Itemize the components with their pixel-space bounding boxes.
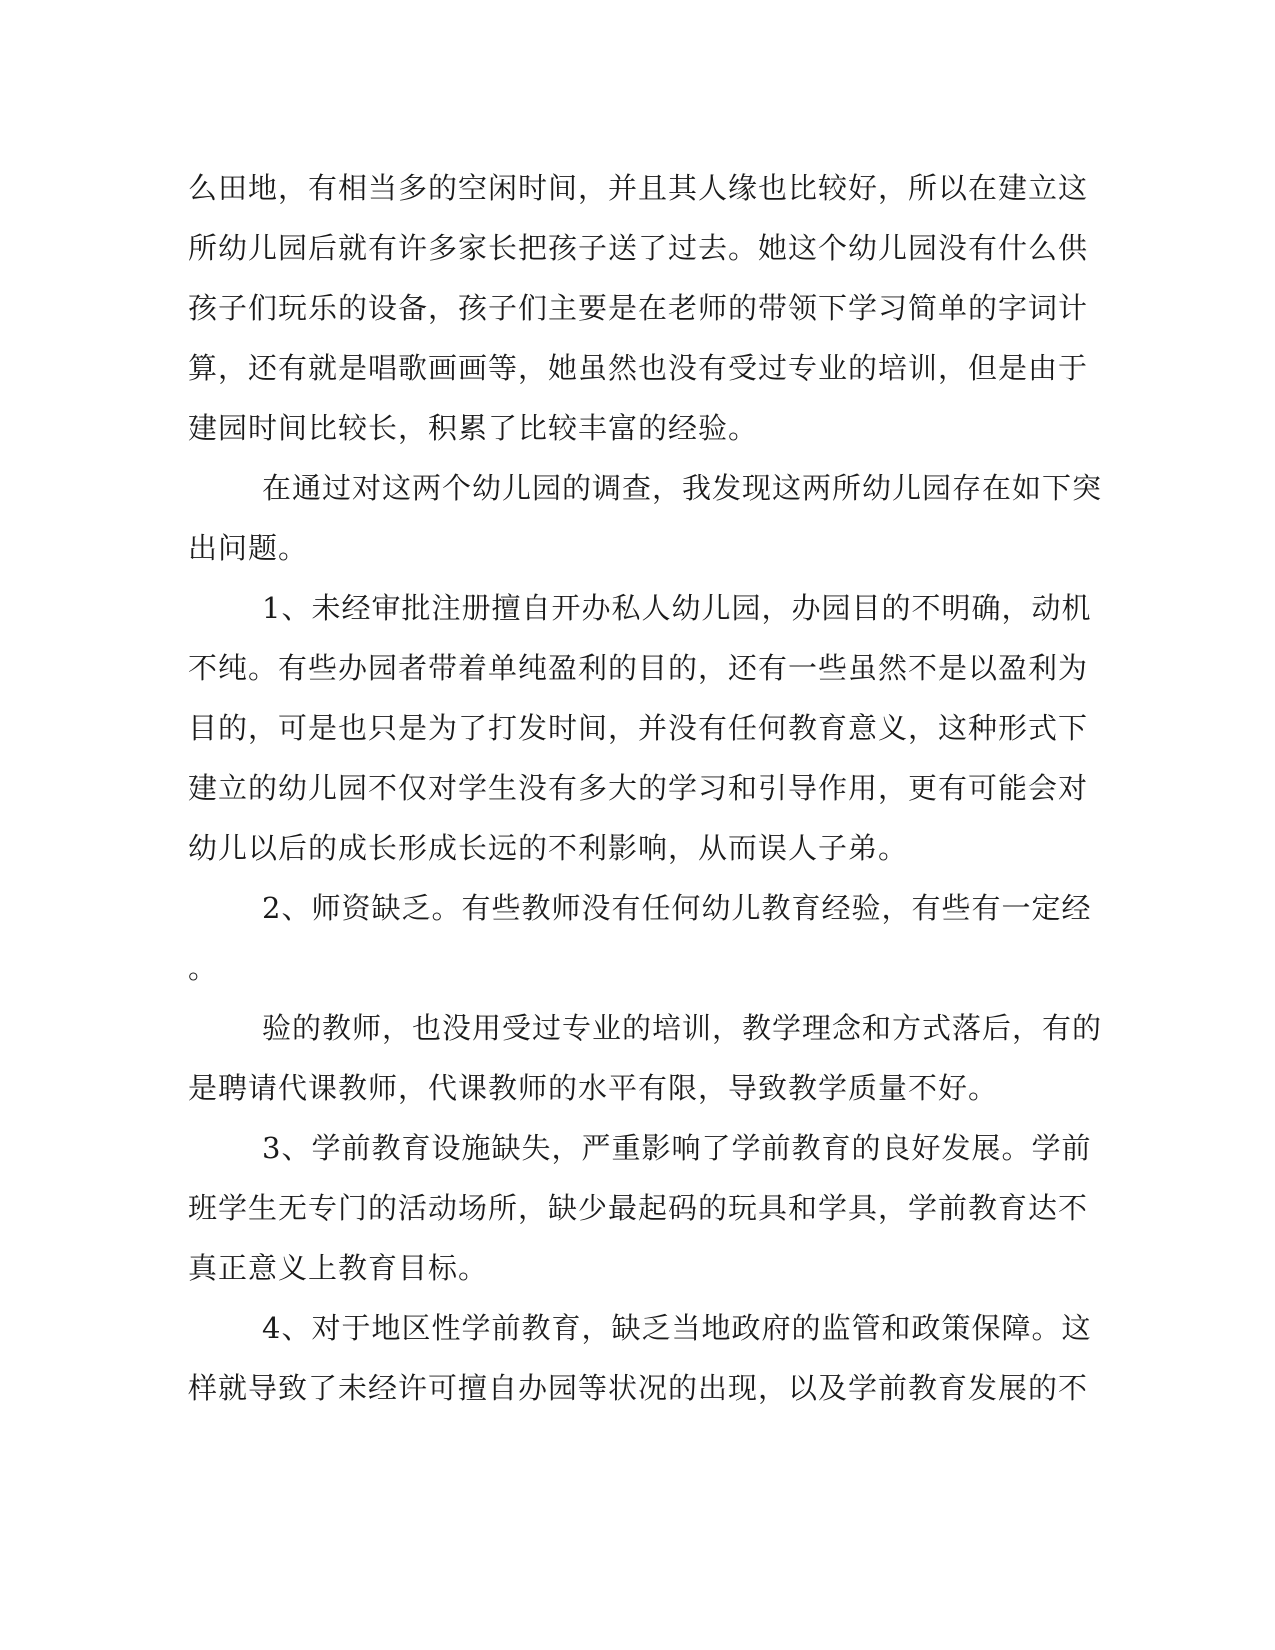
text-line: 不纯。有些办园者带着单纯盈利的目的，还有一些虽然不是以盈利为 [188,651,1089,685]
text-line: 验的教师，也没用受过专业的培训，教学理念和方式落后，有的 [262,1011,1103,1045]
text-line: 建园时间比较长，积累了比较丰富的经验。 [188,411,759,445]
text-line: 孩子们玩乐的设备，孩子们主要是在老师的带领下学习简单的字词计 [188,291,1089,325]
text-line: 幼儿以后的成长形成长远的不利影响，从而误人子弟。 [188,831,909,865]
text-line: 真正意义上教育目标。 [188,1251,489,1285]
text-line: 1、未经审批注册擅自开办私人幼儿园，办园目的不明确，动机 [262,591,1092,625]
text-line: 班学生无专门的活动场所，缺少最起码的玩具和学具，学前教育达不 [188,1191,1089,1225]
document-body [188,158,1103,1418]
text-line: 是聘请代课教师，代课教师的水平有限，导致教学质量不好。 [188,1071,999,1105]
text-line: 目的，可是也只是为了打发时间，并没有任何教育意义，这种形式下 [188,711,1089,745]
text-line: 所幼儿园后就有许多家长把孩子送了过去。她这个幼儿园没有什么供 [188,231,1089,265]
text-line: 出问题。 [188,531,309,565]
text-line: 算，还有就是唱歌画画等，她虽然也没有受过专业的培训，但是由于 [188,351,1089,385]
text-line: 么田地，有相当多的空闲时间，并且其人缘也比较好，所以在建立这 [188,171,1089,205]
text-line: 样就导致了未经许可擅自办园等状况的出现，以及学前教育发展的不 [188,1371,1089,1405]
text-line: 4、对于地区性学前教育，缺乏当地政府的监管和政策保障。这 [262,1311,1092,1345]
text-line: 建立的幼儿园不仅对学生没有多大的学习和引导作用，更有可能会对 [188,771,1089,805]
text-line: 。 [188,951,219,985]
text-line: 在通过对这两个幼儿园的调查，我发现这两所幼儿园存在如下突 [262,471,1103,505]
text-line: 3、学前教育设施缺失，严重影响了学前教育的良好发展。学前 [262,1131,1092,1165]
text-line: 2、师资缺乏。有些教师没有任何幼儿教育经验，有些有一定经 [262,891,1092,925]
